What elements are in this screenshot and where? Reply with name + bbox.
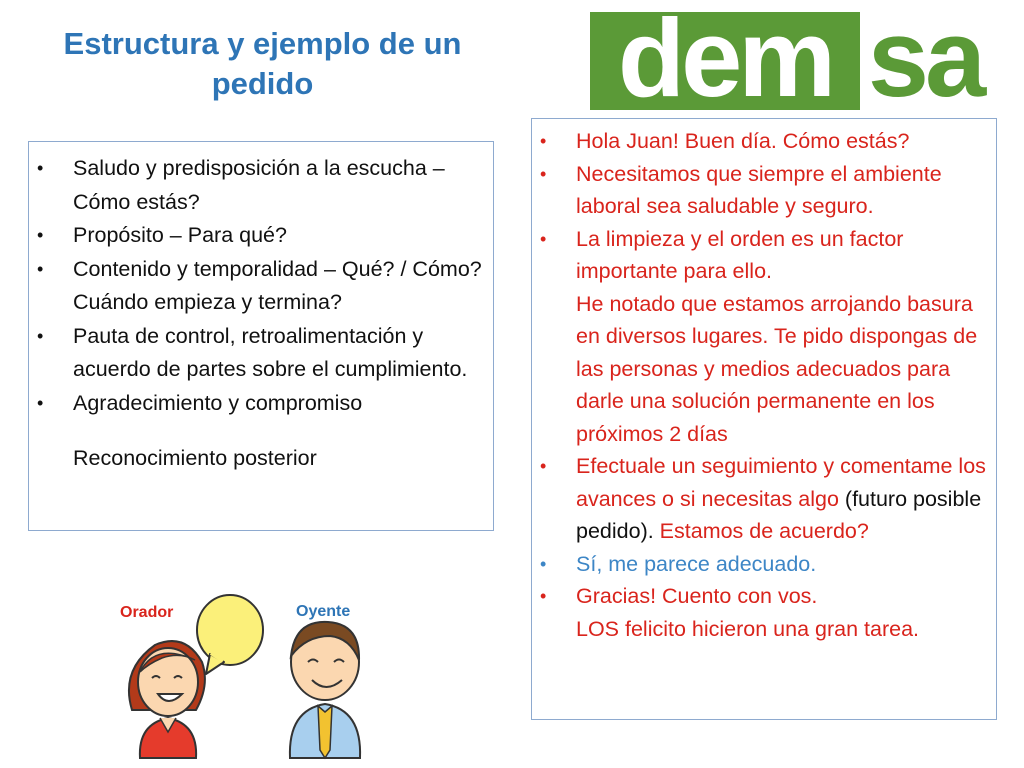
list-item (532, 548, 990, 581)
example-box (531, 118, 997, 720)
list-item-text: Sí, me parece adecuado. (576, 551, 817, 576)
list-item-text-continued: He notado que estamos arrojando basura en diversos lugares. Te pido dispongas de las personas y medios adecuados para darle una solución permanente en los próximos 2 días (576, 291, 978, 446)
page-title: Estructura y ejemplo de un pedido (63, 26, 462, 101)
list-item (29, 219, 485, 253)
list-item (29, 320, 485, 387)
list-item-text: La limpieza y el orden es un factor importante para ello. (576, 226, 904, 283)
bullet-icon: • (540, 228, 547, 249)
logo-text-sa: sa (867, 12, 983, 110)
demsa-logo (590, 12, 990, 110)
list-item-text: Saludo y predisposición a la escucha – Cómo estás? (73, 156, 445, 214)
structure-box (28, 141, 494, 531)
list-item-question: Estamos de acuerdo? (659, 519, 869, 543)
list-item-text: Gracias! Cuento con vos. (576, 584, 818, 608)
speaker-label: Orador (120, 604, 174, 621)
list-item-note: (futuro posible pedido). (576, 486, 982, 543)
list-item (29, 387, 485, 421)
conversation-illustration (110, 590, 380, 760)
list-item-text: Contenido y temporalidad – Qué? / Cómo? Cuándo empieza y termina? (73, 256, 482, 314)
example-list (532, 125, 990, 645)
bullet-icon: • (540, 456, 547, 476)
list-item (532, 223, 990, 451)
bullet-icon: • (37, 158, 44, 178)
bullet-icon: • (540, 131, 547, 151)
bullet-icon: • (540, 586, 547, 606)
bullet-icon: • (540, 553, 547, 574)
bullet-icon: • (540, 163, 547, 184)
list-item-text: Pauta de control, retroalimentación y acuerdo de partes sobre el cumplimiento. (73, 323, 468, 381)
list-item (29, 253, 485, 320)
list-item (532, 158, 990, 223)
extra-note: Reconocimiento posterior (73, 446, 317, 470)
list-item-text: Hola Juan! Buen día. Cómo estás? (576, 129, 910, 153)
list-item-text: Necesitamos que siempre el ambiente laboral sea saludable y seguro. (576, 161, 942, 218)
bullet-icon: • (37, 258, 44, 279)
listener-label: Oyente (296, 603, 351, 620)
logo-text-dem: dem (617, 12, 833, 110)
speech-bubble-icon (197, 595, 263, 674)
listener-man-icon (290, 622, 360, 758)
structure-list (29, 152, 485, 420)
bullet-icon: • (37, 225, 44, 245)
list-item-text: Efectuale un seguimiento y comentame los avances o si necesitas algo (576, 454, 986, 511)
list-item (532, 450, 990, 548)
list-item-text-continued: LOS felicito hicieron una gran tarea. (576, 616, 920, 641)
bullet-icon: • (37, 325, 44, 346)
bullet-icon: • (37, 392, 44, 413)
speaker-woman-icon (129, 641, 205, 758)
list-item (29, 152, 485, 219)
list-item-text: Propósito – Para qué? (73, 223, 287, 247)
list-item (532, 125, 990, 158)
list-item (532, 580, 990, 645)
list-item-text: Agradecimiento y compromiso (73, 390, 363, 415)
